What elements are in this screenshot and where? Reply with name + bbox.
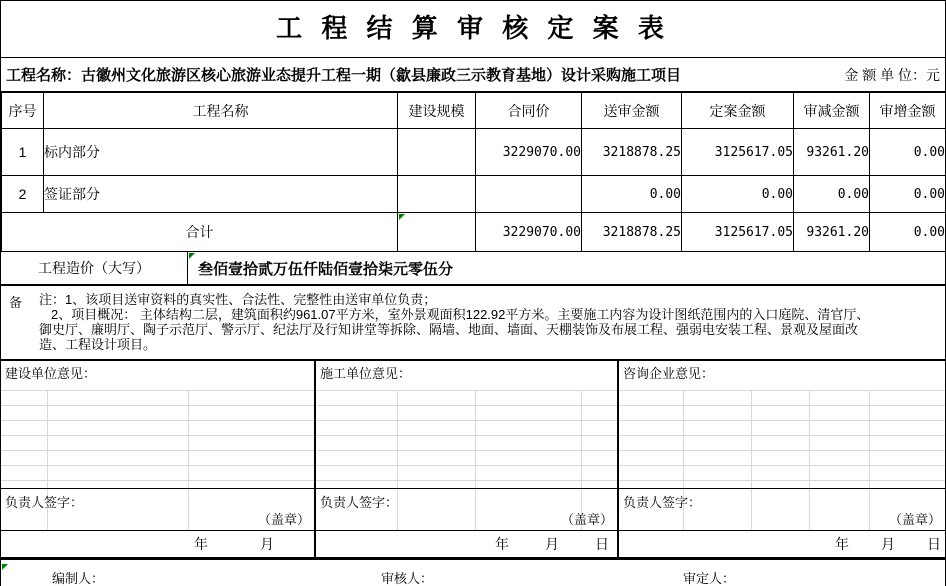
header-project-name: 工程名称 bbox=[44, 93, 398, 129]
row2-reduced-amount: 0.00 bbox=[794, 176, 870, 213]
row1-scale bbox=[398, 129, 476, 176]
form-title: 工 程 结 算 审 核 定 案 表 bbox=[1, 1, 945, 58]
notes-section bbox=[1, 286, 945, 361]
seal-label: （盖章） bbox=[560, 512, 613, 527]
date-row bbox=[619, 530, 945, 557]
row1-increased-amount: 0.00 bbox=[870, 129, 946, 176]
sign-label: 负责人签字： bbox=[5, 495, 84, 510]
notes-label: 备 bbox=[9, 295, 23, 310]
project-name-value: 古徽州文化旅游区核心旅游业态提升工程一期（歙县廉政三示教育基地）设计采购施工项目 bbox=[81, 67, 682, 84]
date-day-label: 日 bbox=[595, 536, 609, 552]
sign-label: 负责人签字： bbox=[320, 495, 399, 510]
header-increased-amount: 审增金额 bbox=[870, 93, 946, 129]
main-table bbox=[1, 93, 946, 252]
seal-label: （盖章） bbox=[257, 512, 310, 527]
row2-submitted-amount: 0.00 bbox=[582, 176, 682, 213]
reviewer-label: 审核人： bbox=[381, 571, 434, 586]
row1-contract-price: 3229070.00 bbox=[476, 129, 582, 176]
date-month-label: 月 bbox=[260, 536, 274, 552]
total-contract-price: 3229070.00 bbox=[476, 213, 582, 252]
sign-area bbox=[1, 488, 314, 530]
date-year-label: 年 bbox=[835, 536, 849, 552]
amount-unit-label: 金 额 单 位：元 bbox=[844, 66, 940, 83]
preparer-label: 编制人： bbox=[52, 571, 105, 586]
notes-line: 造、工程设计项目。 bbox=[39, 337, 157, 352]
spreadsheet-gridlines bbox=[316, 390, 617, 482]
total-finalized-amount: 3125617.05 bbox=[682, 213, 794, 252]
footer-signers-row bbox=[1, 557, 945, 586]
date-day-label: 日 bbox=[927, 536, 941, 552]
sign-label: 负责人签字： bbox=[623, 495, 702, 510]
comment-marker-icon bbox=[2, 564, 8, 570]
notes-line: 2、项目概况： 主体结构二层，建筑面积约961.07平方米，室外景观面积122.92平方米。主要施工内容为设计图纸范围内的入口庭院、清官厅、 bbox=[51, 307, 870, 322]
row1-finalized-amount: 3125617.05 bbox=[682, 129, 794, 176]
seal-label: （盖章） bbox=[888, 512, 941, 527]
total-reduced-amount: 93261.20 bbox=[794, 213, 870, 252]
header-finalized-amount: 定案金额 bbox=[682, 93, 794, 129]
date-month-label: 月 bbox=[881, 536, 895, 552]
opinion-title: 咨询企业意见： bbox=[623, 366, 715, 381]
sign-area bbox=[316, 488, 617, 530]
opinion-section-consulting-firm bbox=[619, 361, 945, 557]
header-submitted-amount: 送审金额 bbox=[582, 93, 682, 129]
row2-scale bbox=[398, 176, 476, 213]
row1-reduced-amount: 93261.20 bbox=[794, 129, 870, 176]
table-header-row bbox=[2, 93, 946, 129]
opinions-row bbox=[1, 361, 945, 557]
total-scale bbox=[398, 213, 476, 252]
amount-in-words-label: 工程造价（大写） bbox=[1, 252, 188, 284]
row2-name: 签证部分 bbox=[44, 176, 398, 213]
amount-in-words-value-cell bbox=[188, 252, 945, 284]
date-year-label: 年 bbox=[194, 536, 208, 552]
opinion-section-contractor-unit bbox=[316, 361, 619, 557]
total-increased-amount: 0.00 bbox=[870, 213, 946, 252]
opinion-title: 施工单位意见： bbox=[320, 366, 412, 381]
date-year-label: 年 bbox=[495, 536, 509, 552]
total-row bbox=[2, 213, 946, 252]
notes-line: 注：1、该项目送审资料的真实性、合法性、完整性由送审单位负责； bbox=[39, 292, 437, 307]
date-row bbox=[316, 530, 617, 557]
table-row bbox=[2, 176, 946, 213]
header-scale: 建设规模 bbox=[398, 93, 476, 129]
header-seq: 序号 bbox=[2, 93, 44, 129]
sign-area bbox=[619, 488, 945, 530]
comment-marker-icon bbox=[189, 253, 195, 259]
comment-marker-icon bbox=[399, 214, 405, 220]
opinion-title: 建设单位意见： bbox=[5, 366, 97, 381]
total-submitted-amount: 3218878.25 bbox=[582, 213, 682, 252]
spreadsheet-gridlines bbox=[619, 390, 945, 482]
project-name-row bbox=[1, 58, 945, 93]
date-row bbox=[1, 530, 314, 557]
table-row bbox=[2, 129, 946, 176]
project-name-label: 工程名称： bbox=[6, 67, 82, 84]
total-label: 合计 bbox=[2, 213, 398, 252]
row1-name: 标内部分 bbox=[44, 129, 398, 176]
row1-seq: 1 bbox=[2, 129, 44, 176]
row2-finalized-amount: 0.00 bbox=[682, 176, 794, 213]
amount-in-words-row bbox=[1, 252, 945, 286]
project-name bbox=[6, 64, 681, 85]
row1-submitted-amount: 3218878.25 bbox=[582, 129, 682, 176]
amount-in-words-value: 叁佰壹拾贰万伍仟陆佰壹拾柒元零伍分 bbox=[198, 260, 454, 278]
notes-text bbox=[39, 292, 869, 352]
row2-increased-amount: 0.00 bbox=[870, 176, 946, 213]
row2-seq: 2 bbox=[2, 176, 44, 213]
date-month-label: 月 bbox=[545, 536, 559, 552]
notes-line: 御史厅、廉明厅、陶子示范厅、警示厅、纪法厅及行知讲堂等拆除、隔墙、地面、墙面、天棚装饰及布展工程、强弱电安装工程、景观及屋面改 bbox=[39, 322, 859, 337]
header-contract-price: 合同价 bbox=[476, 93, 582, 129]
header-reduced-amount: 审减金额 bbox=[794, 93, 870, 129]
row2-contract-price bbox=[476, 176, 582, 213]
approver-label: 审定人： bbox=[683, 571, 736, 586]
opinion-section-construction-unit bbox=[1, 361, 316, 557]
